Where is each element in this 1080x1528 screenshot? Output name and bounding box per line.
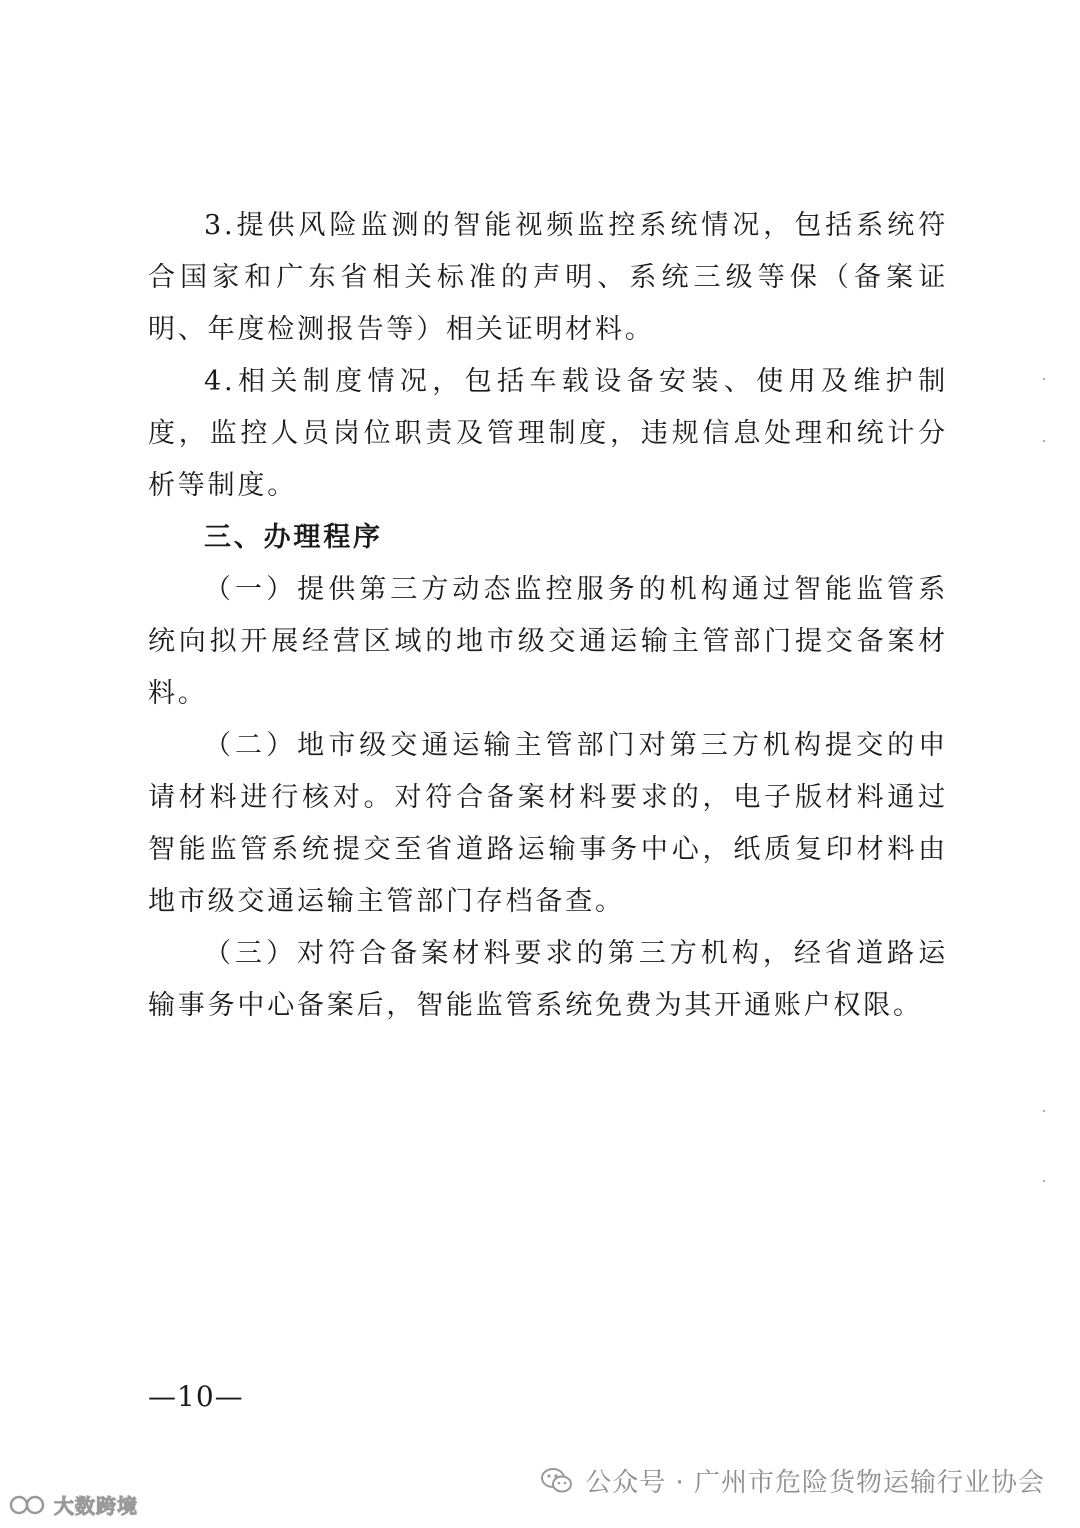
- scan-speck: [1043, 440, 1045, 442]
- scan-speck: [1043, 1110, 1045, 1112]
- page-number: —10—: [148, 1380, 244, 1413]
- scan-speck: [1043, 378, 1045, 380]
- corner-mark-text: 大数跨境: [54, 1494, 138, 1518]
- watermark-text: 公众号 · 广州市危险货物运输行业协会: [585, 1468, 1045, 1498]
- wechat-icon: [539, 1463, 575, 1499]
- scan-speck: [1043, 1180, 1045, 1182]
- paragraph-item-4: 4.相关制度情况，包括车载设备安装、使用及维护制度，监控人员岗位职责及管理制度，违规信息处理和统计分析等制度。: [148, 366, 948, 501]
- procedure-step-1: （一）提供第三方动态监控服务的机构通过智能监管系统向拟开展经营区域的地市级交通运输主管部门提交备案材料。: [148, 574, 948, 709]
- procedure-step-3: （三）对符合备案材料要求的第三方机构，经省道路运输事务中心备案后，智能监管系统免费为其开通账户权限。: [148, 938, 948, 1021]
- document-body: [148, 200, 948, 1032]
- wechat-watermark: [539, 1462, 1045, 1499]
- logo-icon: [8, 1492, 48, 1518]
- corner-watermark: [8, 1490, 138, 1519]
- section-heading: 三、办理程序: [204, 522, 383, 553]
- procedure-step-2: （二）地市级交通运输主管部门对第三方机构提交的申请材料进行核对。对符合备案材料要求的，电子版材料通过智能监管系统提交至省道路运输事务中心，纸质复印材料由地市级交通运输主管部门存档备查。: [148, 730, 948, 917]
- paragraph-item-3: 3.提供风险监测的智能视频监控系统情况，包括系统符合国家和广东省相关标准的声明、系统三级等保（备案证明、年度检测报告等）相关证明材料。: [148, 210, 948, 345]
